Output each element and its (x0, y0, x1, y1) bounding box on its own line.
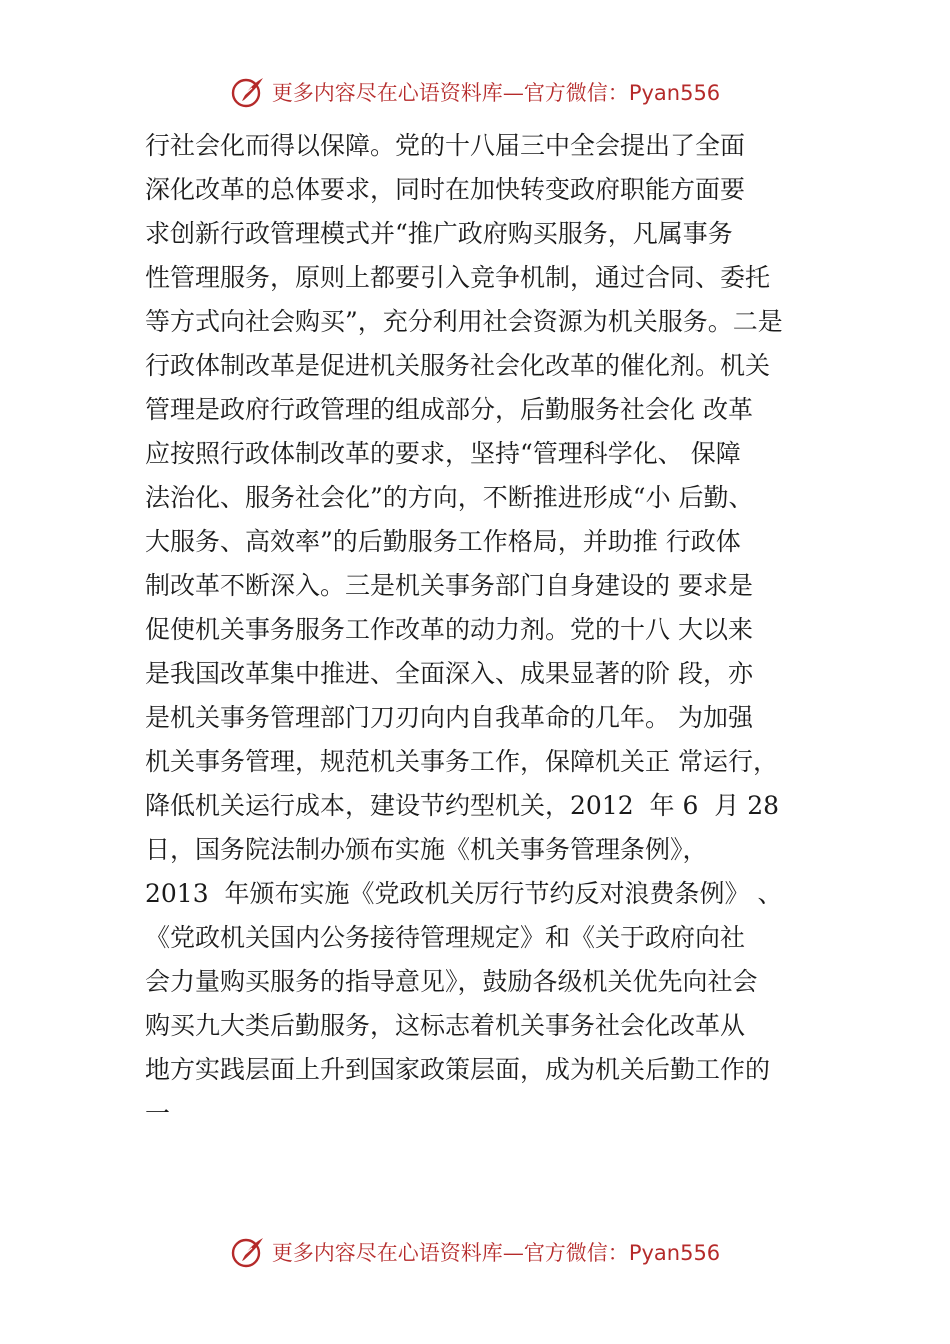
body-line: 行政体制改革是促进机关服务社会化改革的催化剂。机关 (145, 351, 771, 380)
body-line: 求创新行政管理模式并“推广政府购买服务，凡属事务 (145, 219, 733, 248)
header-banner (0, 70, 950, 114)
body-line: 行社会化而得以保障。党的十八届三中全会提出了全面 (145, 131, 746, 160)
document-body (145, 124, 845, 1136)
body-line: 是机关事务管理部门刀刃向内自我革命的几年。 为加强 (145, 703, 753, 732)
body-line: 是我国改革集中推进、全面深入、成果显著的阶 段，亦 (145, 659, 753, 688)
body-line: 管理是政府行政管理的组成部分，后勤服务社会化 改革 (145, 395, 753, 424)
footer-banner (0, 1230, 950, 1274)
body-line: 性管理服务，原则上都要引入竞争机制，通过合同、委托 (145, 263, 771, 292)
body-line: 《党政机关国内公务接待管理规定》和《关于政府向社 (145, 923, 746, 952)
quill-pen-circle-logo-icon (230, 1234, 266, 1270)
body-line: 促使机关事务服务工作改革的动力剂。党的十八 大以来 (145, 615, 753, 644)
body-line: 日，国务院法制办颁布实施《机关事务管理条例》， (145, 835, 708, 864)
body-line: 大服务、高效率”的后勤服务工作格局，并助推 行政体 (145, 527, 741, 556)
body-line: 一 (145, 1099, 171, 1128)
body-line: 等方式向社会购买”，充分利用社会资源为机关服务。二是 (145, 307, 783, 336)
header-banner-text: 更多内容尽在心语资料库—官方微信：Pyan556 (271, 81, 721, 105)
body-line: 深化改革的总体要求，同时在加快转变政府职能方面要 (145, 175, 746, 204)
body-line: 地方实践层面上升到国家政策层面，成为机关后勤工作的 (145, 1055, 771, 1084)
footer-banner-text: 更多内容尽在心语资料库—官方微信：Pyan556 (271, 1241, 721, 1265)
body-line: 机关事务管理，规范机关事务工作，保障机关正 常运行， (145, 747, 778, 776)
body-line: 会力量购买服务的指导意见》，鼓励各级机关优先向社会 (145, 967, 758, 996)
body-line: 应按照行政体制改革的要求，坚持“管理科学化、 保障 (145, 439, 741, 468)
body-line: 2013 年颁布实施《党政机关厉行节约反对浪费条例》 、 (145, 879, 783, 908)
body-line: 制改革不断深入。三是机关事务部门自身建设的 要求是 (145, 571, 753, 600)
body-line: 法治化、服务社会化”的方向，不断推进形成“小 后勤、 (145, 483, 754, 512)
body-line: 购买九大类后勤服务，这标志着机关事务社会化改革从 (145, 1011, 746, 1040)
body-line: 降低机关运行成本，建设节约型机关，2012 年 6 月 28 (145, 791, 780, 820)
quill-pen-circle-logo-icon (230, 74, 266, 110)
